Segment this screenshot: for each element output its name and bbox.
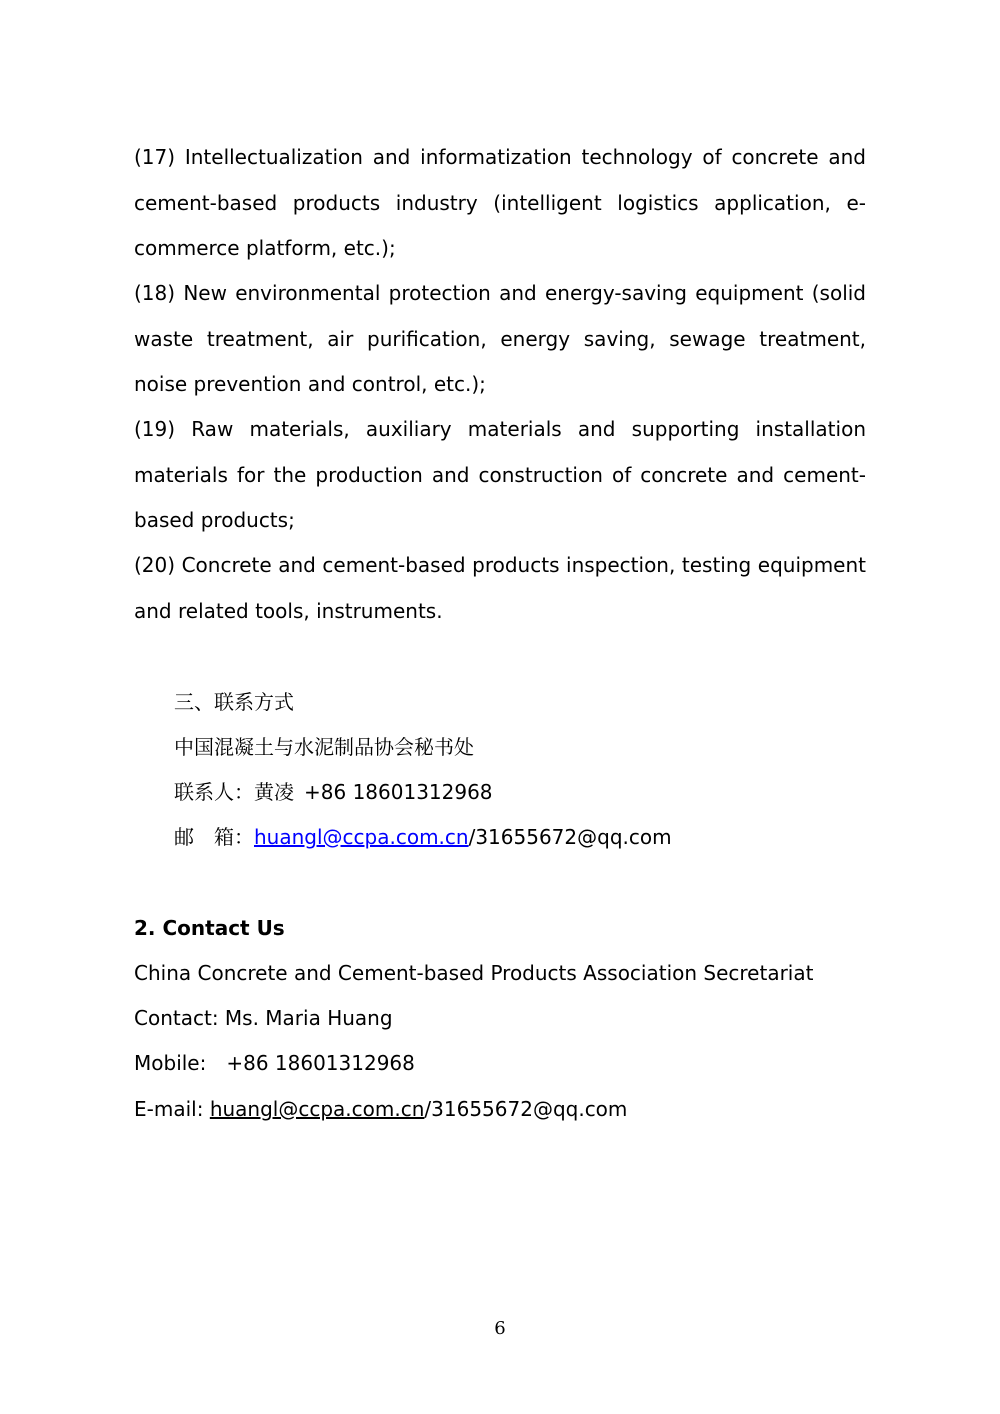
list-item-19: (19) Raw materials, auxiliary materials and supporting installation materials for the production and construction of concrete and cement-based products;	[134, 417, 866, 532]
en-email-rest: /31655672@qq.com	[424, 1097, 628, 1121]
cn-contact-org: 中国混凝土与水泥制品协会秘书处	[174, 735, 474, 759]
cn-email-rest: /31655672@qq.com	[468, 825, 672, 849]
list-item-18: (18) New environmental protection and energy-saving equipment (solid waste treatment, air purification, energy saving, sewage treatment, noise prevention and control, etc.);	[134, 281, 866, 396]
cn-contact-person	[174, 770, 493, 815]
en-contact-email	[134, 1087, 627, 1132]
cn-person-label: 联系人：黄凌	[174, 780, 294, 804]
en-contact-heading: 2. Contact Us	[134, 916, 285, 940]
en-contact-person: Contact: Ms. Maria Huang	[134, 1006, 393, 1030]
list-item-17: (17) Intellectualization and informatization technology of concrete and cement-based products industry (intelligent logistics application, e-commerce platform, etc.);	[134, 145, 866, 260]
en-email-label: E-mail:	[134, 1097, 210, 1121]
list-item-20: (20) Concrete and cement-based products inspection, testing equipment and related tools, instruments.	[134, 553, 866, 623]
cn-email-link[interactable]: huangl@ccpa.com.cn	[254, 825, 469, 849]
en-mobile: +86 18601312968	[226, 1051, 415, 1075]
cn-phone: +86 18601312968	[304, 780, 493, 804]
en-contact-org: China Concrete and Cement-based Products Association Secretariat	[134, 961, 814, 985]
cn-email-label: 邮 箱：	[174, 825, 254, 849]
cn-contact-heading: 三、联系方式	[174, 690, 294, 714]
cn-contact-email	[174, 815, 672, 860]
page-number: 6	[494, 1318, 506, 1339]
en-email-link[interactable]: huangl@ccpa.com.cn	[209, 1097, 425, 1121]
en-mobile-label: Mobile:	[134, 1051, 207, 1075]
en-contact-mobile	[134, 1041, 415, 1086]
